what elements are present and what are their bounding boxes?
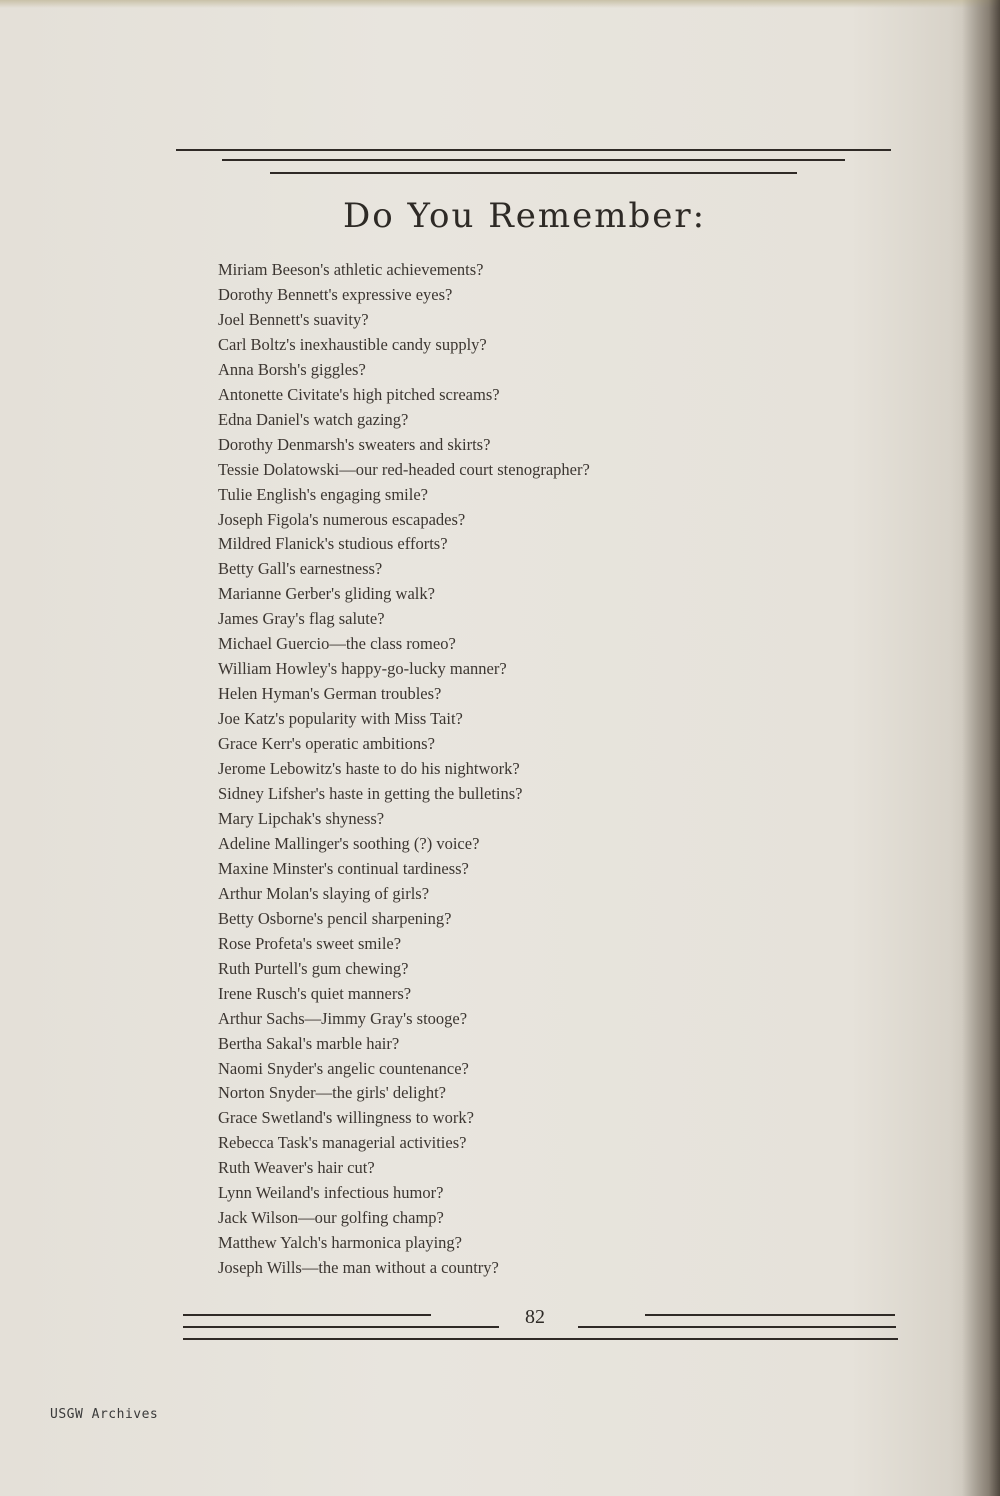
list-item: Michael Guercio—the class romeo?: [218, 634, 456, 654]
footer-rule-right-1: [645, 1314, 895, 1316]
header-rule-2: [222, 159, 845, 161]
page-top-edge: [0, 0, 1000, 8]
list-item: Mary Lipchak's shyness?: [218, 808, 385, 828]
list-item: Norton Snyder—the girls' delight?: [218, 1083, 446, 1103]
list-item: Adeline Mallinger's soothing (?) voice?: [218, 833, 480, 853]
list-item: James Gray's flag salute?: [218, 609, 385, 629]
list-item: Mildred Flanick's studious efforts?: [218, 534, 448, 554]
list-item: Naomi Snyder's angelic countenance?: [218, 1058, 469, 1078]
header-rule-3: [270, 172, 797, 174]
list-item: Tulie English's engaging smile?: [218, 484, 428, 504]
list-item: Irene Rusch's quiet manners?: [218, 983, 412, 1003]
list-item: Jerome Lebowitz's haste to do his nightwork?: [218, 759, 520, 779]
list-item: Joseph Wills—the man without a country?: [218, 1258, 499, 1278]
list-item: Arthur Sachs—Jimmy Gray's stooge?: [218, 1008, 468, 1028]
page-number: 82: [525, 1306, 545, 1328]
list-item: Carl Boltz's inexhaustible candy supply?: [218, 334, 487, 354]
list-item: Betty Osborne's pencil sharpening?: [218, 908, 452, 928]
list-item: Betty Gall's earnestness?: [218, 559, 383, 579]
list-item: Jack Wilson—our golfing champ?: [218, 1208, 444, 1228]
header-rule-1: [176, 149, 891, 151]
list-item: Lynn Weiland's infectious humor?: [218, 1183, 444, 1203]
list-item: Antonette Civitate's high pitched screams?: [218, 384, 500, 404]
list-item: Sidney Lifsher's haste in getting the bulletins?: [218, 784, 523, 804]
list-item: Joseph Figola's numerous escapades?: [218, 509, 466, 529]
list-item: Dorothy Denmarsh's sweaters and skirts?: [218, 434, 491, 454]
footer-rule-left-1: [183, 1314, 431, 1316]
list-item: Miriam Beeson's athletic achievements?: [218, 260, 484, 279]
list-item: Dorothy Bennett's expressive eyes?: [218, 284, 453, 304]
list-item: Anna Borsh's giggles?: [218, 359, 366, 379]
list-item: Tessie Dolatowski—our red-headed court stenographer?: [218, 459, 590, 479]
list-item: William Howley's happy-go-lucky manner?: [218, 659, 507, 679]
list-item: Edna Daniel's watch gazing?: [218, 409, 409, 429]
footer-rule-left-3: [183, 1338, 898, 1340]
binding-shadow: [962, 0, 1000, 1496]
list-item: Ruth Weaver's hair cut?: [218, 1158, 375, 1178]
list-item: Arthur Molan's slaying of girls?: [218, 883, 430, 903]
list-item: Bertha Sakal's marble hair?: [218, 1033, 400, 1053]
list-item: Maxine Minster's continual tardiness?: [218, 858, 469, 878]
footer-rule-left-2: [183, 1326, 499, 1328]
archive-watermark: USGW Archives: [50, 1407, 159, 1422]
list-item: Matthew Yalch's harmonica playing?: [218, 1233, 463, 1253]
list-item: Marianne Gerber's gliding walk?: [218, 584, 435, 604]
list-item: Rebecca Task's managerial activities?: [218, 1133, 467, 1153]
list-item: Rose Profeta's sweet smile?: [218, 933, 402, 953]
list-item: Ruth Purtell's gum chewing?: [218, 958, 409, 978]
footer-rule-right-2: [578, 1326, 896, 1328]
page-title: Do You Remember:: [343, 196, 707, 236]
list-item: Joe Katz's popularity with Miss Tait?: [218, 709, 463, 729]
remember-list: [218, 258, 590, 1281]
list-item: Joel Bennett's suavity?: [218, 309, 369, 329]
list-item: Grace Swetland's willingness to work?: [218, 1108, 474, 1128]
list-item: Helen Hyman's German troubles?: [218, 684, 442, 704]
list-item: Grace Kerr's operatic ambitions?: [218, 734, 435, 754]
